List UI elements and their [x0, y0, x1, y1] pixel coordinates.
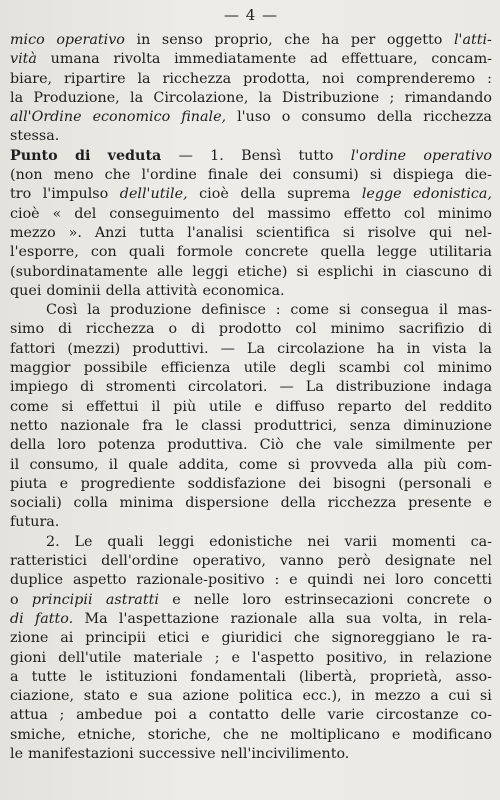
- text-line: della loro potenza produttiva. Ciò che vale similmente per: [10, 437, 492, 454]
- text-line: zione ai principii etici e giuridici che signoreggiano le ra-: [10, 630, 492, 647]
- text-line: a tutte le istituzioni fondamentali (libertà, proprietà, asso-: [10, 668, 492, 685]
- text-line: vità umana rivolta immediatamente ad effettuare, concam-: [10, 51, 492, 68]
- text-line: Così la produzione definisce : come si consegua il mas-: [46, 302, 492, 319]
- text-line: quei dominii della attività economica.: [10, 282, 285, 299]
- body-text: [10, 31, 492, 764]
- text-line: futura.: [10, 514, 60, 531]
- text-line: netto nazionale fra le classi produttrici, senza diminuzione: [10, 417, 492, 434]
- text-line: come si effettui il più utile e diffuso reparto del reddito: [10, 398, 492, 415]
- text-line: biare, ripartire la ricchezza prodotta, noi comprenderemo :: [10, 70, 492, 87]
- text-line: Punto di veduta — 1. Bensì tutto l'ordine operativo: [10, 147, 492, 164]
- page-number: — 4 —: [223, 6, 279, 24]
- text-line: il consumo, il quale addita, come si provveda alla più com-: [10, 456, 492, 473]
- text-line: duplice aspetto razionale-positivo : e quindi nei loro concetti: [10, 572, 492, 589]
- text-line: impiego di stromenti circolatori. — La distribuzione indaga: [10, 379, 492, 396]
- text-line: sociali) colla minima dispersione della ricchezza presente e: [10, 495, 492, 512]
- text-line: simo di ricchezza o di prodotto col minimo sacrifizio di: [10, 321, 492, 338]
- text-line: stessa.: [10, 128, 60, 145]
- text-line: ciazione, stato e sua azione politica ecc.), in mezzo a cui si: [10, 688, 492, 705]
- text-line: 2. Le quali leggi edonistiche nei varii momenti ca-: [46, 533, 492, 550]
- text-line: di fatto. Ma l'aspettazione razionale alla sua volta, in rela-: [10, 610, 492, 627]
- text-line: attua ; ambedue poi a contatto delle varie circostanze co-: [10, 707, 492, 724]
- text-line: l'esporre, con quali formole concrete quella legge utilitaria: [10, 244, 492, 261]
- text-line: gioni dell'utile materiale ; e l'aspetto positivo, in relazione: [10, 649, 492, 666]
- text-line: la Produzione, la Circolazione, la Distribuzione ; rimandando: [10, 89, 492, 106]
- text-line: piuta e progrediente soddisfazione dei bisogni (personali e: [10, 475, 492, 492]
- text-line: (subordinatamente alle leggi etiche) si esplichi in ciascuno di: [10, 263, 492, 280]
- text-line: mezzo ». Anzi tutta l'analisi scientifica si risolve qui nel-: [10, 224, 492, 241]
- text-line: o principii astratti e nelle loro estrinsecazioni concrete o: [10, 591, 492, 608]
- text-line: tro l'impulso dell'utile, cioè della suprema legge edonistica,: [10, 186, 492, 203]
- text-line: maggior possibile efficienza utile degli scambi col minimo: [10, 360, 492, 377]
- text-line: ratteristici dell'ordine operativo, vanno però designate nel: [10, 553, 492, 570]
- text-line: cioè « del conseguimento del massimo effetto col minimo: [10, 205, 492, 222]
- text-line: mico operativo in senso proprio, che ha per oggetto l'atti-: [10, 32, 492, 48]
- text-line: le manifestazioni successive nell'incivilimento.: [10, 745, 350, 762]
- text-line: fattori (mezzi) produttivi. — La circolazione ha in vista la: [10, 340, 492, 357]
- text-line: all'Ordine economico finale, l'uso o consumo della ricchezza: [10, 109, 492, 126]
- text-line: (non meno che l'ordine finale dei consumi) si dispiega die-: [10, 167, 492, 184]
- text-line: smiche, etniche, storiche, che ne moltiplicano e modificano: [10, 726, 492, 743]
